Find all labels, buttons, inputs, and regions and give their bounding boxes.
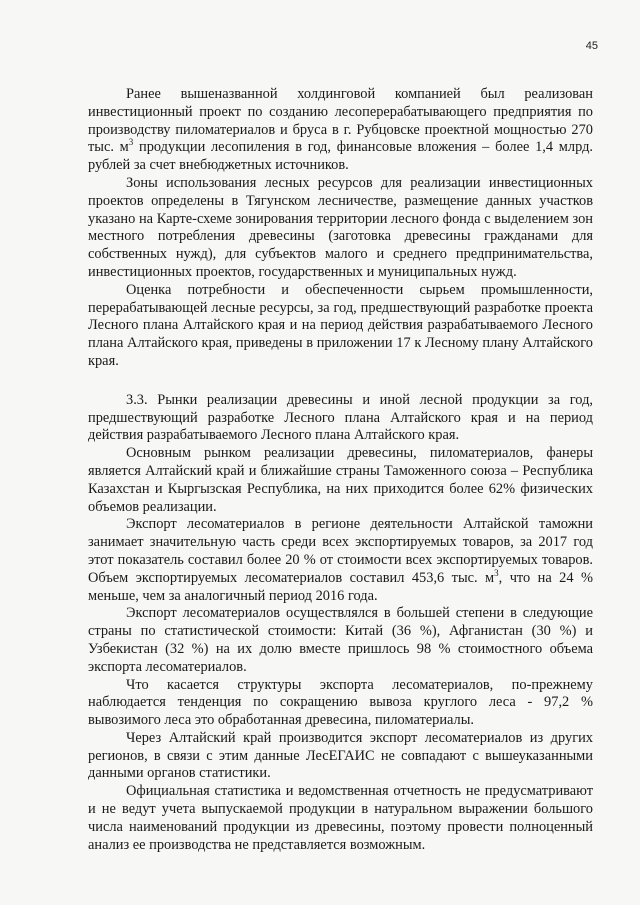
paragraph-transit-export: Через Алтайский край производится экспорт лесоматериалов из других регионов, в связи с этим данные ЛесЕГАИС не совпадают с вышеуказанными данными органов статистики.	[88, 729, 593, 782]
paragraph-export-volume: Экспорт лесоматериалов в регионе деятельности Алтайской таможни занимает значительную часть среди всех экспортируемых товаров, за 2017 год этот показатель составил более 20 % от стоимости всех экспортируемых товаров. Объем экспортируемых лесоматериалов составил 453,6 тыс. $м^3$, что на 24 % меньше, чем за аналогичный период 2016 года.	[88, 516, 593, 604]
paragraph-main-market: Основным рынком реализации древесины, пиломатериалов, фанеры является Алтайский край и ближайшие страны Таможенного союза – Республика Казахстан и Кыргызская Республика, на них приходится более 62% физических объемов реализации.	[88, 445, 593, 515]
paragraph-investment-project: Ранее вышеназванной холдинговой компанией был реализован инвестиционный проект по созданию лесоперерабатывающего предприятия по производству пиломатериалов и бруса в г. Рубцовске проектной мощностью 270 тыс. $м^3$ продукции лесопиления в год, финансовые вложения – более 1,4 млрд. рублей за счет внебюджетных источников.	[88, 86, 593, 174]
paragraph-official-statistics: Официальная статистика и ведомственная отчетность не предусматривают и не ведут учета выпускаемой продукции в натуральном выражении большого числа наименований продукции из древесины, поэтому провести полноценный анализ ее производства не представляется возможным.	[88, 783, 593, 853]
paragraph-export-countries: Экспорт лесоматериалов осуществлялся в большей степени в следующие страны по статистической стоимости: Китай (36 %), Афганистан (30 %) и Узбекистан (32 %) на их долю вместе пришлось 98 % стоимостного объема экспорта лесоматериалов.	[88, 605, 593, 675]
section-heading-3-3: 3.3. Рынки реализации древесины и иной лесной продукции за год, предшествующий разработке Лесного плана Алтайского края и на период действия разрабатываемого Лесного плана Алтайского края.	[88, 391, 593, 444]
paragraph-usage-zones: Зоны использования лесных ресурсов для реализации инвестиционных проектов определены в Тягунском лесничестве, размещение данных участков указано на Карте-схеме зонирования территории лесного фонда с выделением зон местного потребления древесины (заготовка древесины гражданами для собственных нужд), для субъектов малого и среднего предпринимательства, инвестиционных проектов, государственных и муниципальных нужд.	[88, 174, 593, 280]
paragraph-demand-assessment: Оценка потребности и обеспеченности сырьем промышленности, перерабатывающей лесные ресурсы, за год, предшествующий разработке проекта Лесного плана Алтайского края и на период действия разрабатываемого Лесного плана Алтайского края, приведены в приложении 17 к Лесному плану Алтайского края.	[88, 281, 593, 369]
document-body	[88, 86, 593, 854]
page-number: 45	[585, 40, 598, 52]
paragraph-gap	[88, 371, 593, 392]
paragraph-export-structure: Что касается структуры экспорта лесоматериалов, по-прежнему наблюдается тенденция по сокращению вывоза круглого леса - 97,2 % вывозимого леса это обработанная древесина, пиломатериалы.	[88, 676, 593, 729]
